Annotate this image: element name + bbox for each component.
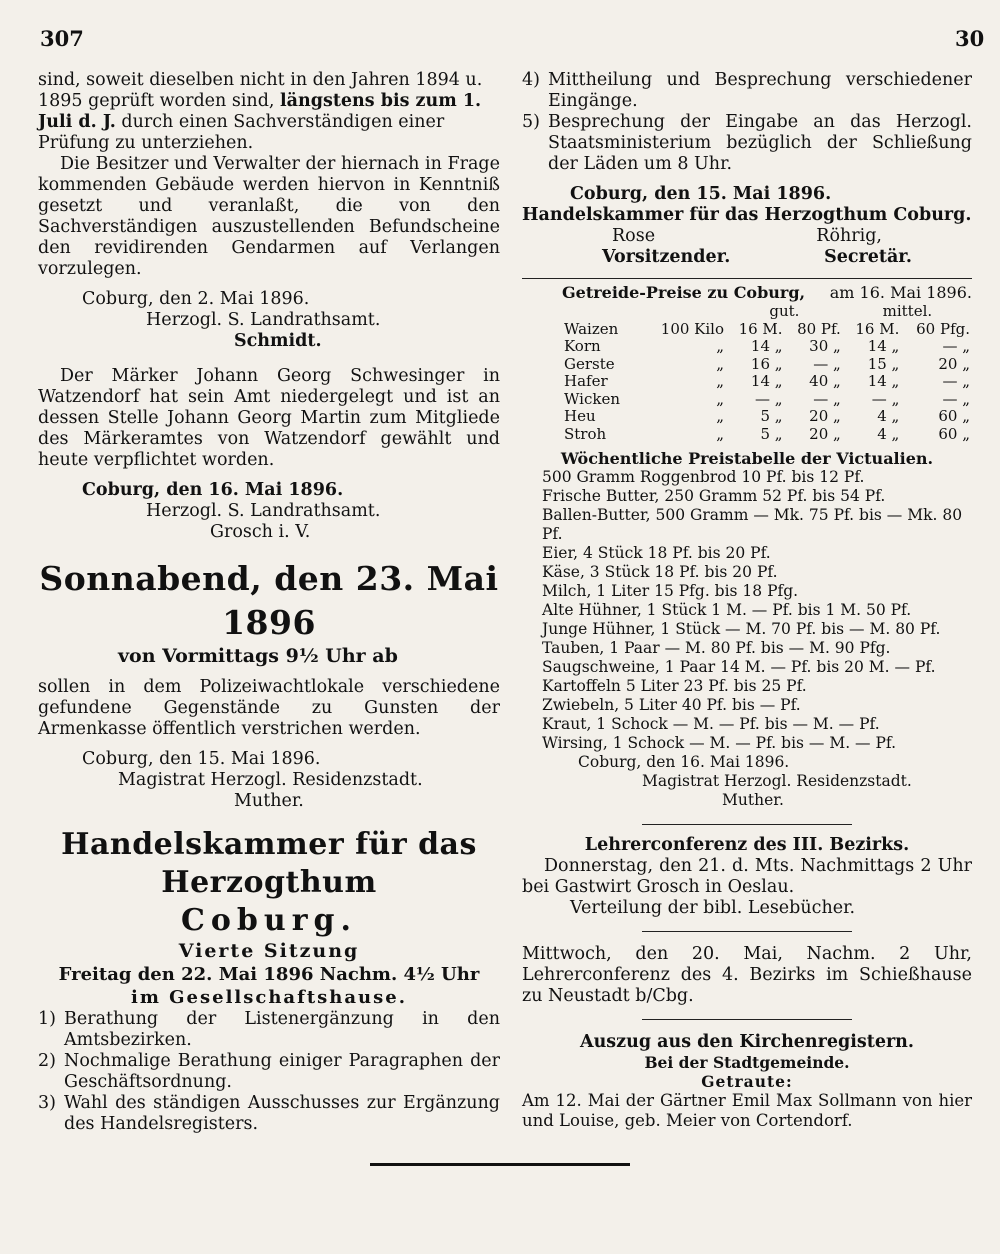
table-cell-name: Gerste bbox=[564, 354, 615, 373]
victual-price-line: Eier, 4 Stück 18 Pf. bis 20 Pf. bbox=[542, 544, 771, 562]
table-cell-g1: 16 M. bbox=[738, 319, 783, 338]
agenda-item-text: Nochmalige Berathung einiger Paragraphen der Geschäftsordnung. bbox=[64, 1051, 500, 1092]
notice-signature: Muther. bbox=[234, 791, 304, 811]
agenda-item-number: 4) bbox=[522, 70, 540, 90]
table-cell-name: Stroh bbox=[564, 424, 607, 443]
victual-price-line: Wirsing, 1 Schock — M. — Pf. bis — M. — Pf. bbox=[542, 734, 897, 752]
divider bbox=[642, 931, 852, 932]
victuals-signature: Muther. bbox=[722, 791, 784, 809]
grain-prices bbox=[522, 283, 972, 443]
grain-prices-title: Getreide-Preise zu Coburg, bbox=[562, 283, 806, 302]
victual-price-line: 500 Gramm Roggenbrod 10 Pf. bis 12 Pf. bbox=[542, 468, 865, 486]
church-subtitle-marriages: Getraute: bbox=[701, 1072, 793, 1091]
conference-title: Lehrerconferenz des III. Bezirks. bbox=[584, 835, 910, 855]
column-header-gut: gut. bbox=[769, 302, 800, 320]
victuals-list bbox=[522, 468, 972, 753]
table-cell-m1: — „ bbox=[871, 389, 900, 408]
table-cell-m2: 60 „ bbox=[938, 407, 970, 425]
notice-paragraph: sollen in dem Polizeiwachtlokale verschiedene gefundene Gegenstände zu Gunsten der Armenkasse öffentlich verstrichen werden. bbox=[38, 677, 500, 739]
table-cell-g1: — „ bbox=[755, 389, 783, 408]
victual-price-line: Frische Butter, 250 Gramm 52 Pf. bis 54 Pf. bbox=[542, 487, 886, 505]
teachers-conference-4 bbox=[522, 944, 972, 1007]
table-cell-g1: 5 „ bbox=[760, 407, 783, 425]
notice-line: 1895 geprüft worden sind, bbox=[38, 91, 281, 111]
table-cell-name: Waizen bbox=[564, 319, 619, 338]
agenda-item bbox=[522, 112, 972, 175]
divider bbox=[642, 824, 852, 825]
table-row bbox=[522, 373, 972, 391]
table-cell-name: Hafer bbox=[564, 372, 608, 390]
table-cell-name: Heu bbox=[564, 407, 596, 425]
auction-notice bbox=[38, 557, 500, 812]
victual-price-line: Milch, 1 Liter 15 Pfg. bis 18 Pfg. bbox=[542, 582, 799, 600]
divider bbox=[522, 278, 972, 279]
victuals-title: Wöchentliche Preistabelle der Victualien. bbox=[560, 449, 934, 468]
chamber-org: Handelskammer für das Herzogthum Coburg. bbox=[522, 205, 972, 225]
notice-line: sind, soweit dieselben nicht in den Jahren 1894 u. bbox=[38, 70, 483, 90]
table-cell-name: Korn bbox=[564, 337, 601, 355]
agenda-list-continued bbox=[522, 70, 972, 175]
conference-text: Verteilung der bibl. Lesebücher. bbox=[570, 898, 856, 918]
table-cell-unit: „ bbox=[716, 424, 725, 443]
table-cell-g1: 5 „ bbox=[760, 424, 783, 443]
table-cell-g2: 80 Pf. bbox=[797, 319, 841, 338]
notice-date: Coburg, den 2. Mai 1896. bbox=[82, 289, 310, 309]
table-cell-m2: 60 „ bbox=[938, 424, 970, 443]
secretary-role: Secretär. bbox=[824, 247, 912, 267]
table-cell-g2: 30 „ bbox=[809, 337, 841, 355]
table-header-row bbox=[522, 303, 972, 321]
church-subtitle: Bei der Stadtgemeinde. bbox=[644, 1053, 850, 1072]
agenda-item-text: Wahl des ständigen Ausschusses zur Ergänzung des Handelsregisters. bbox=[64, 1093, 500, 1134]
table-row bbox=[522, 338, 972, 356]
table-cell-m2: — „ bbox=[942, 372, 970, 390]
table-cell-unit: „ bbox=[716, 354, 725, 373]
session-time: Freitag den 22. Mai 1896 Nachm. 4½ Uhr bbox=[58, 964, 480, 985]
victual-price-line: Ballen-Butter, 500 Gramm — Mk. 75 Pf. bis — Mk. 80 Pf. bbox=[542, 506, 963, 543]
notice-signature: Schmidt. bbox=[234, 331, 322, 351]
column-header-mittel: mittel. bbox=[882, 302, 933, 320]
page-number-right: 30 bbox=[955, 26, 985, 51]
notice-office: Herzogl. S. Landrathsamt. bbox=[146, 501, 381, 521]
notice-signature: Grosch i. V. bbox=[210, 522, 311, 542]
table-cell-m2: — „ bbox=[942, 389, 970, 408]
agenda-item-text: Mittheilung und Besprechung verschiedener Eingänge. bbox=[548, 70, 972, 111]
church-entry: Am 12. Mai der Gärtner Emil Max Sollmann von hier und Louise, geb. Meier von Cortendorf. bbox=[522, 1091, 972, 1130]
church-register bbox=[522, 1032, 972, 1131]
church-title: Auszug aus den Kirchenregistern. bbox=[580, 1032, 914, 1052]
auction-heading: Sonnabend, den 23. Mai 1896 bbox=[39, 559, 499, 642]
chamber-heading: Handelskammer für das Herzogthum bbox=[61, 827, 477, 900]
chairman-name: Rose bbox=[612, 226, 656, 246]
grain-price-table bbox=[522, 303, 972, 443]
victuals-date: Coburg, den 16. Mai 1896. bbox=[578, 753, 790, 771]
table-cell-m1: 15 „ bbox=[867, 354, 900, 373]
table-cell-name: Wicken bbox=[564, 389, 620, 408]
notice-date: Coburg, den 16. Mai 1896. bbox=[82, 480, 344, 500]
right-column bbox=[522, 70, 972, 1131]
victual-price-line: Junge Hühner, 1 Stück — M. 70 Pf. bis — M. 80 Pf. bbox=[542, 620, 941, 638]
table-cell-m2: 60 Pfg. bbox=[916, 319, 970, 338]
agenda-item bbox=[38, 1009, 500, 1051]
bottom-rule bbox=[370, 1163, 630, 1166]
table-cell-unit: „ bbox=[716, 372, 725, 390]
agenda-item-text: Berathung der Listenergänzung in den Amtsbezirken. bbox=[64, 1009, 500, 1050]
left-column bbox=[38, 70, 500, 1135]
victual-price-line: Kraut, 1 Schock — M. — Pf. bis — M. — Pf. bbox=[542, 715, 880, 733]
secretary-name: Röhrig, bbox=[816, 226, 882, 246]
table-cell-g2: 20 „ bbox=[809, 424, 841, 443]
victual-price-line: Alte Hühner, 1 Stück 1 M. — Pf. bis 1 M. 50 Pf. bbox=[542, 601, 912, 619]
table-row bbox=[522, 356, 972, 374]
notice-paragraph: Der Märker Johann Georg Schwesinger in Watzendorf hat sein Amt niedergelegt und ist an dessen Stelle Johann Georg Martin zum Mitgliede des Märkeramtes von Watzendorf gewählt und heute verpflichtet worden. bbox=[38, 366, 500, 470]
table-cell-unit: „ bbox=[716, 337, 725, 355]
table-cell-m2: 20 „ bbox=[938, 354, 970, 373]
table-row bbox=[522, 426, 972, 444]
conference-text: Mittwoch, den 20. Mai, Nachm. 2 Uhr, Lehrerconferenz des 4. Bezirks im Schießhause zu Neustadt b/Cbg. bbox=[522, 944, 972, 1006]
table-cell-unit: 100 Kilo bbox=[660, 319, 725, 338]
chairman-role: Vorsitzender. bbox=[602, 247, 731, 267]
page-number-left: 307 bbox=[40, 26, 84, 51]
deadline-text: längstens bis zum 1. bbox=[280, 91, 482, 111]
grain-prices-date: am 16. Mai 1896. bbox=[829, 283, 972, 302]
session-place: im Gesellschaftshause. bbox=[131, 987, 407, 1008]
maerker-notice bbox=[38, 366, 500, 543]
agenda-item-text: Besprechung der Eingabe an das Herzogl. Staatsministerium bezüglich der Schließung der Läden um 8 Uhr. bbox=[548, 112, 972, 174]
notice-paragraph: Die Besitzer und Verwalter der hiernach in Frage kommenden Gebäude werden hiervon in Kenntniß gesetzt und veranlaßt, die von den Sachverständigen auszustellenden Befundscheine den revidirenden Gendarmen auf Verlangen vorzulegen. bbox=[38, 154, 500, 279]
divider bbox=[642, 1019, 852, 1020]
conference-text: Donnerstag, den 21. d. Mts. Nachmittags 2 Uhr bei Gastwirt Grosch in Oeslau. bbox=[522, 856, 972, 897]
notice-date: Coburg, den 15. Mai 1896. bbox=[82, 749, 321, 769]
chamber-notice bbox=[38, 826, 500, 1135]
agenda-item-number: 3) bbox=[38, 1093, 56, 1113]
deadline-date: Juli d. J. bbox=[38, 112, 116, 132]
building-inspection-notice bbox=[38, 70, 500, 352]
table-cell-g2: — „ bbox=[813, 389, 841, 408]
notice-office: Herzogl. S. Landrathsamt. bbox=[146, 310, 381, 330]
table-row bbox=[522, 321, 972, 339]
table-cell-m1: 14 „ bbox=[867, 337, 900, 355]
chamber-date: Coburg, den 15. Mai 1896. bbox=[570, 184, 832, 204]
victuals-office: Magistrat Herzogl. Residenzstadt. bbox=[642, 772, 912, 790]
agenda-item bbox=[522, 70, 972, 112]
table-cell-m2: — „ bbox=[942, 337, 970, 355]
table-cell-m1: 16 M. bbox=[855, 319, 900, 338]
table-cell-g2: — „ bbox=[813, 354, 841, 373]
table-cell-unit: „ bbox=[716, 389, 725, 408]
table-row bbox=[522, 391, 972, 409]
victual-price-line: Saugschweine, 1 Paar 14 M. — Pf. bis 20 M. — Pf. bbox=[542, 658, 936, 676]
victual-price-line: Zwiebeln, 5 Liter 40 Pf. bis — Pf. bbox=[542, 696, 801, 714]
chamber-heading-city: Coburg. bbox=[181, 903, 357, 938]
session-heading: Vierte Sitzung bbox=[178, 940, 360, 962]
notice-office: Magistrat Herzogl. Residenzstadt. bbox=[118, 770, 423, 790]
victuals-prices bbox=[522, 449, 972, 810]
teachers-conference-3 bbox=[522, 835, 972, 919]
table-cell-g1: 14 „ bbox=[750, 372, 783, 390]
victual-price-line: Kartoffeln 5 Liter 23 Pf. bis 25 Pf. bbox=[542, 677, 807, 695]
notice-line: Prüfung zu unterziehen. bbox=[38, 133, 254, 153]
table-cell-m1: 4 „ bbox=[877, 424, 900, 443]
table-cell-m1: 4 „ bbox=[877, 407, 900, 425]
agenda-list bbox=[38, 1009, 500, 1135]
agenda-item-number: 5) bbox=[522, 112, 540, 132]
table-cell-g1: 14 „ bbox=[750, 337, 783, 355]
agenda-item-number: 1) bbox=[38, 1009, 56, 1029]
agenda-item bbox=[38, 1093, 500, 1135]
table-cell-g2: 40 „ bbox=[809, 372, 841, 390]
auction-subheading: von Vormittags 9½ Uhr ab bbox=[118, 645, 398, 667]
table-row bbox=[522, 408, 972, 426]
table-cell-g2: 20 „ bbox=[809, 407, 841, 425]
table-cell-unit: „ bbox=[716, 407, 725, 425]
agenda-item bbox=[38, 1051, 500, 1093]
victual-price-line: Käse, 3 Stück 18 Pf. bis 20 Pf. bbox=[542, 563, 778, 581]
agenda-item-number: 2) bbox=[38, 1051, 56, 1071]
notice-line: durch einen Sachverständigen einer bbox=[115, 112, 445, 132]
table-cell-g1: 16 „ bbox=[750, 354, 783, 373]
table-cell-m1: 14 „ bbox=[867, 372, 900, 390]
victual-price-line: Tauben, 1 Paar — M. 80 Pf. bis — M. 90 Pfg. bbox=[542, 639, 891, 657]
